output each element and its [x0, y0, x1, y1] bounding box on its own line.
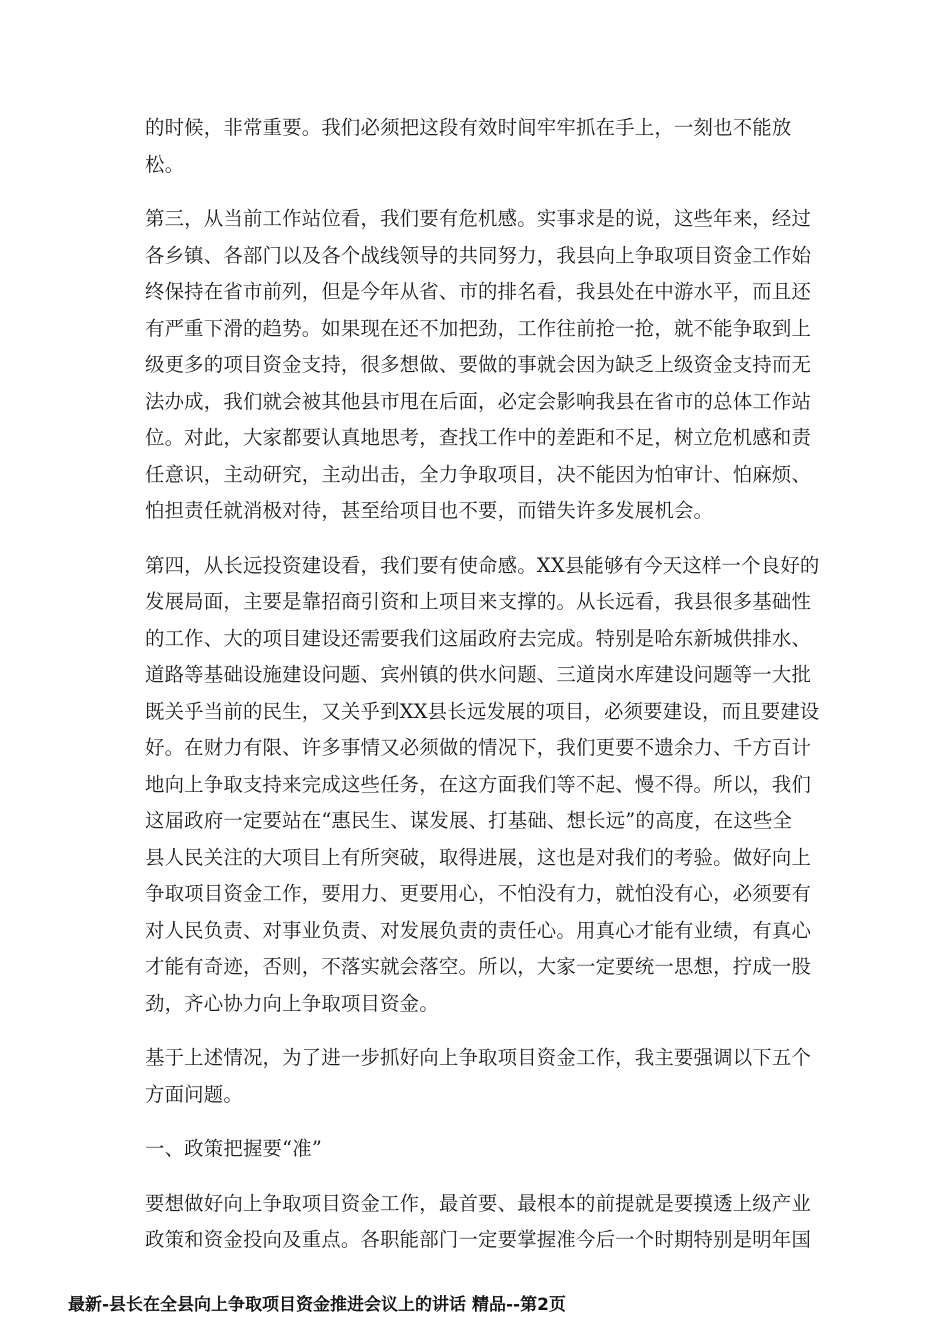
- text-line: 位。对此，大家都要认真地思考，查找工作中的差距和不足，树立危机感和责: [145, 426, 812, 449]
- text-line: 争取项目资金工作，要用力、更要用心，不怕没有力，就怕没有心，必须要有: [145, 882, 812, 905]
- text-line: 基于上述情况，为了进一步抓好向上争取项目资金工作，我主要强调以下五个: [145, 1046, 812, 1069]
- text-line: 各乡镇、各部门以及各个战线领导的共同努力，我县向上争取项目资金工作始: [145, 243, 812, 267]
- body-paragraph: [145, 201, 810, 530]
- text-line: 任意识，主动研究，主动出击，全力争取项目，决不能因为怕审计、怕麻烦、: [145, 462, 812, 486]
- text-line: 对人民负责、对事业负责、对发展负责的责任心。用真心才能有业绩，有真心: [145, 918, 812, 942]
- document-body: [145, 110, 820, 1277]
- text-line: 既关乎当前的民生，又关乎到XX县长远发展的项目，必须要建设，而且要建设: [145, 699, 820, 723]
- body-paragraph: [145, 1131, 810, 1168]
- text-line: 县人民关注的大项目上有所突破，取得进展，这也是对我们的考验。做好向上: [145, 845, 812, 869]
- text-line: 政策和资金投向及重点。各职能部门一定要掌握准今后一个时期特别是明年国: [145, 1228, 812, 1251]
- text-line: 级更多的项目资金支持，很多想做、要做的事就会因为缺乏上级资金支持而无: [145, 353, 812, 376]
- body-paragraph: [145, 110, 810, 183]
- text-line: 的工作、大的项目建设还需要我们这届政府去完成。特别是哈东新城供排水、: [145, 626, 812, 650]
- text-line: 一、政策把握要“准”: [145, 1137, 322, 1160]
- text-line: 要想做好向上争取项目资金工作，最首要、最根本的前提就是要摸透上级产业: [145, 1191, 812, 1215]
- text-line: 方面问题。: [145, 1082, 243, 1106]
- page-footer: 最新-县长在全县向上争取项目资金推进会议上的讲话 精品--第2页: [68, 1295, 566, 1315]
- text-line: 才能有奇迹，否则，不落实就会落空。所以，大家一定要统一思想，拧成一股: [145, 955, 812, 978]
- text-line: 有严重下滑的趋势。如果现在还不加把劲，工作往前抢一抢，就不能争取到上: [145, 316, 812, 340]
- text-line: 道路等基础设施建设问题、宾州镇的供水问题、三道岗水库建设问题等一大批: [145, 663, 812, 686]
- text-line: 地向上争取支持来完成这些任务，在这方面我们等不起、慢不得。所以，我们: [145, 772, 812, 796]
- text-line: 松。: [145, 152, 185, 176]
- text-line: 法办成，我们就会被其他县市甩在后面，必定会影响我县在省市的总体工作站: [145, 389, 812, 413]
- text-line: 第四，从长远投资建设看，我们要有使命感。XX县能够有今天这样一个良好的: [145, 553, 820, 577]
- body-paragraph: [145, 548, 820, 1023]
- text-line: 发展局面，主要是靠招商引资和上项目来支撑的。从长远看，我县很多基础性: [145, 590, 812, 613]
- body-paragraph: [145, 1040, 810, 1113]
- text-line: 终保持在省市前列，但是今年从省、市的排名看，我县处在中游水平，而且还: [145, 280, 812, 303]
- text-line: 怕担责任就消极对待，甚至给项目也不要，而错失许多发展机会。: [145, 499, 714, 522]
- text-line: 的时候，非常重要。我们必须把这段有效时间牢牢抓在手上，一刻也不能放: [145, 116, 792, 139]
- body-paragraph: [145, 1186, 810, 1259]
- text-line: 好。在财力有限、许多事情又必须做的情况下，我们更要不遗余力、千方百计: [145, 736, 812, 759]
- text-line: 这届政府一定要站在“惠民生、谋发展、打基础、想长远”的高度，在这些全: [145, 809, 793, 832]
- text-line: 劲，齐心协力向上争取项目资金。: [145, 991, 439, 1015]
- text-line: 第三，从当前工作站位看，我们要有危机感。实事求是的说，这些年来，经过: [145, 207, 812, 230]
